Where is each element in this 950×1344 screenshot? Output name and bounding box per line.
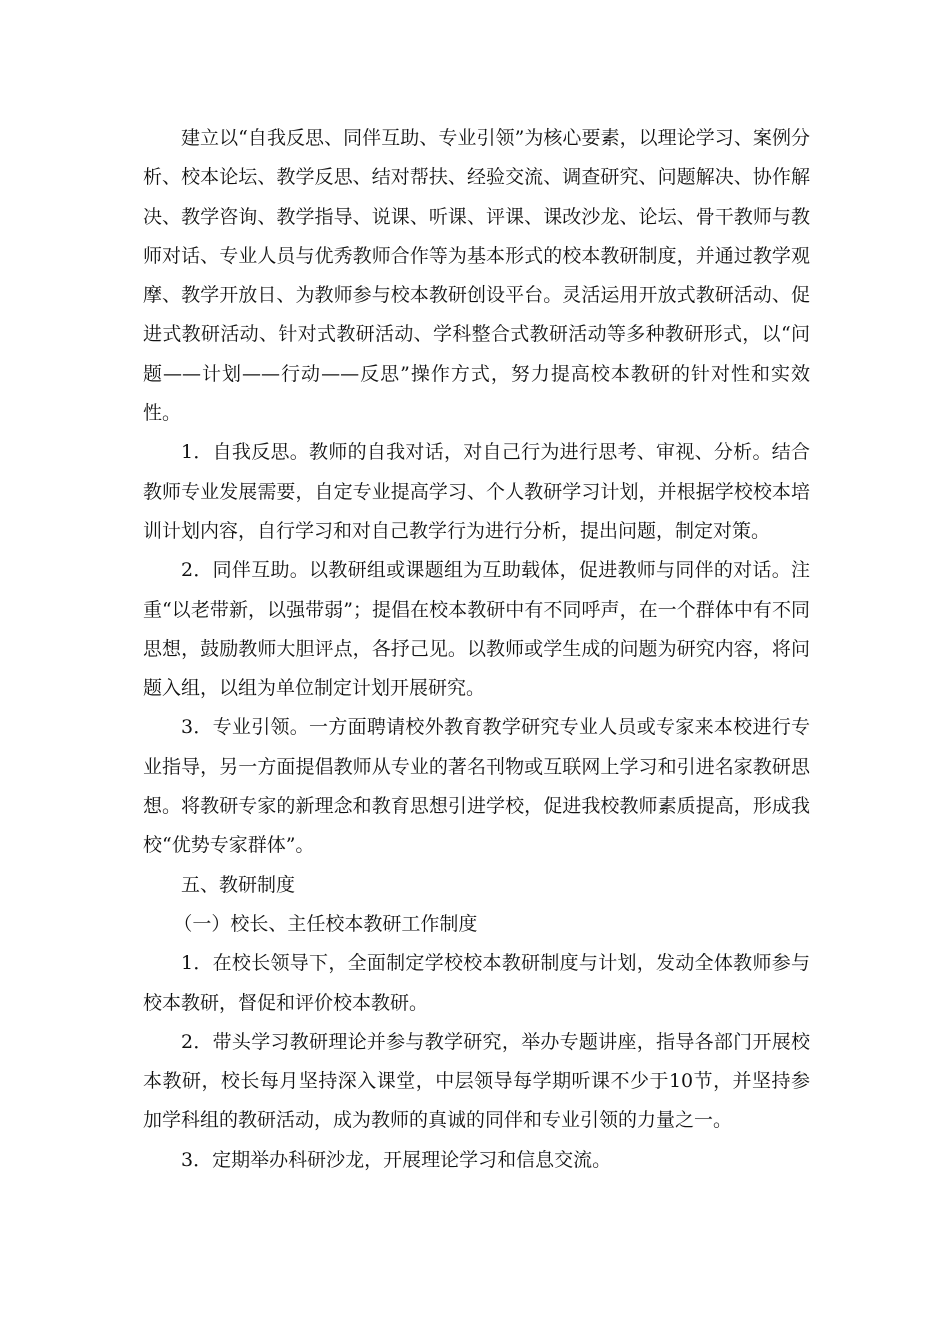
paragraph-peer-support: 2．同伴互助。以教研组或课题组为互助载体，促进教师与同伴的对话。注重“以老带新，以强带弱”；提倡在校本教研中有不同呼声，在一个群体中有不同思想，鼓励教师大胆评点，各抒己见。以教师或学生成的问题为研究内容，将问题入组，以组为单位制定计划开展研究。 [143, 559, 810, 700]
paragraph-intro: 建立以“自我反思、同伴互助、专业引领”为核心要素，以理论学习、案例分析、校本论坛、教学反思、结对帮扶、经验交流、调查研究、问题解决、协作解决、教学咨询、教学指导、说课、听课、评课、课改沙龙、论坛、骨干教师与教师对话、专业人员与优秀教师合作等为基本形式的校本教研制度，并通过教学观摩、教学开放日、为教师参与校本教研创设平台。灵活运用开放式教研活动、促进式教研活动、针对式教研活动、学科整合式教研活动等多种教研形式，以“问题——计划——行动——反思”操作方式，努力提高校本教研的针对性和实效性。 [143, 127, 810, 425]
paragraph-rule-1: 1．在校长领导下，全面制定学校校本教研制度与计划，发动全体教师参与校本教研，督促和评价校本教研。 [143, 952, 810, 1014]
subsection-heading-principal-system: （一）校长、主任校本教研工作制度 [173, 912, 478, 935]
document-body [143, 119, 810, 1180]
paragraph-rule-2: 2．带头学习教研理论并参与教学研究，举办专题讲座，指导各部门开展校本教研，校长每月坚持深入课堂，中层领导每学期听课不少于10节，并坚持参加学科组的教研活动，成为教师的真诚的同伴和专业引领的力量之一。 [143, 1030, 810, 1132]
paragraph-rule-3: 3．定期举办科研沙龙，开展理论学习和信息交流。 [181, 1148, 612, 1171]
paragraph-professional-guidance: 3．专业引领。一方面聘请校外教育教学研究专业人员或专家来本校进行专业指导，另一方面提倡教师从专业的著名刊物或互联网上学习和引进名家教研思想。将教研专家的新理念和教育思想引进学校，促进我校教师素质提高，形成我校“优势专家群体”。 [143, 716, 810, 857]
paragraph-self-reflection: 1．自我反思。教师的自我对话，对自己行为进行思考、审视、分析。结合教师专业发展需要，自定专业提高学习、个人教研学习计划，并根据学校校本培训计划内容，自行学习和对自己教学行为进行分析，提出问题，制定对策。 [143, 441, 810, 542]
section-heading-research-system: 五、教研制度 [181, 873, 296, 896]
